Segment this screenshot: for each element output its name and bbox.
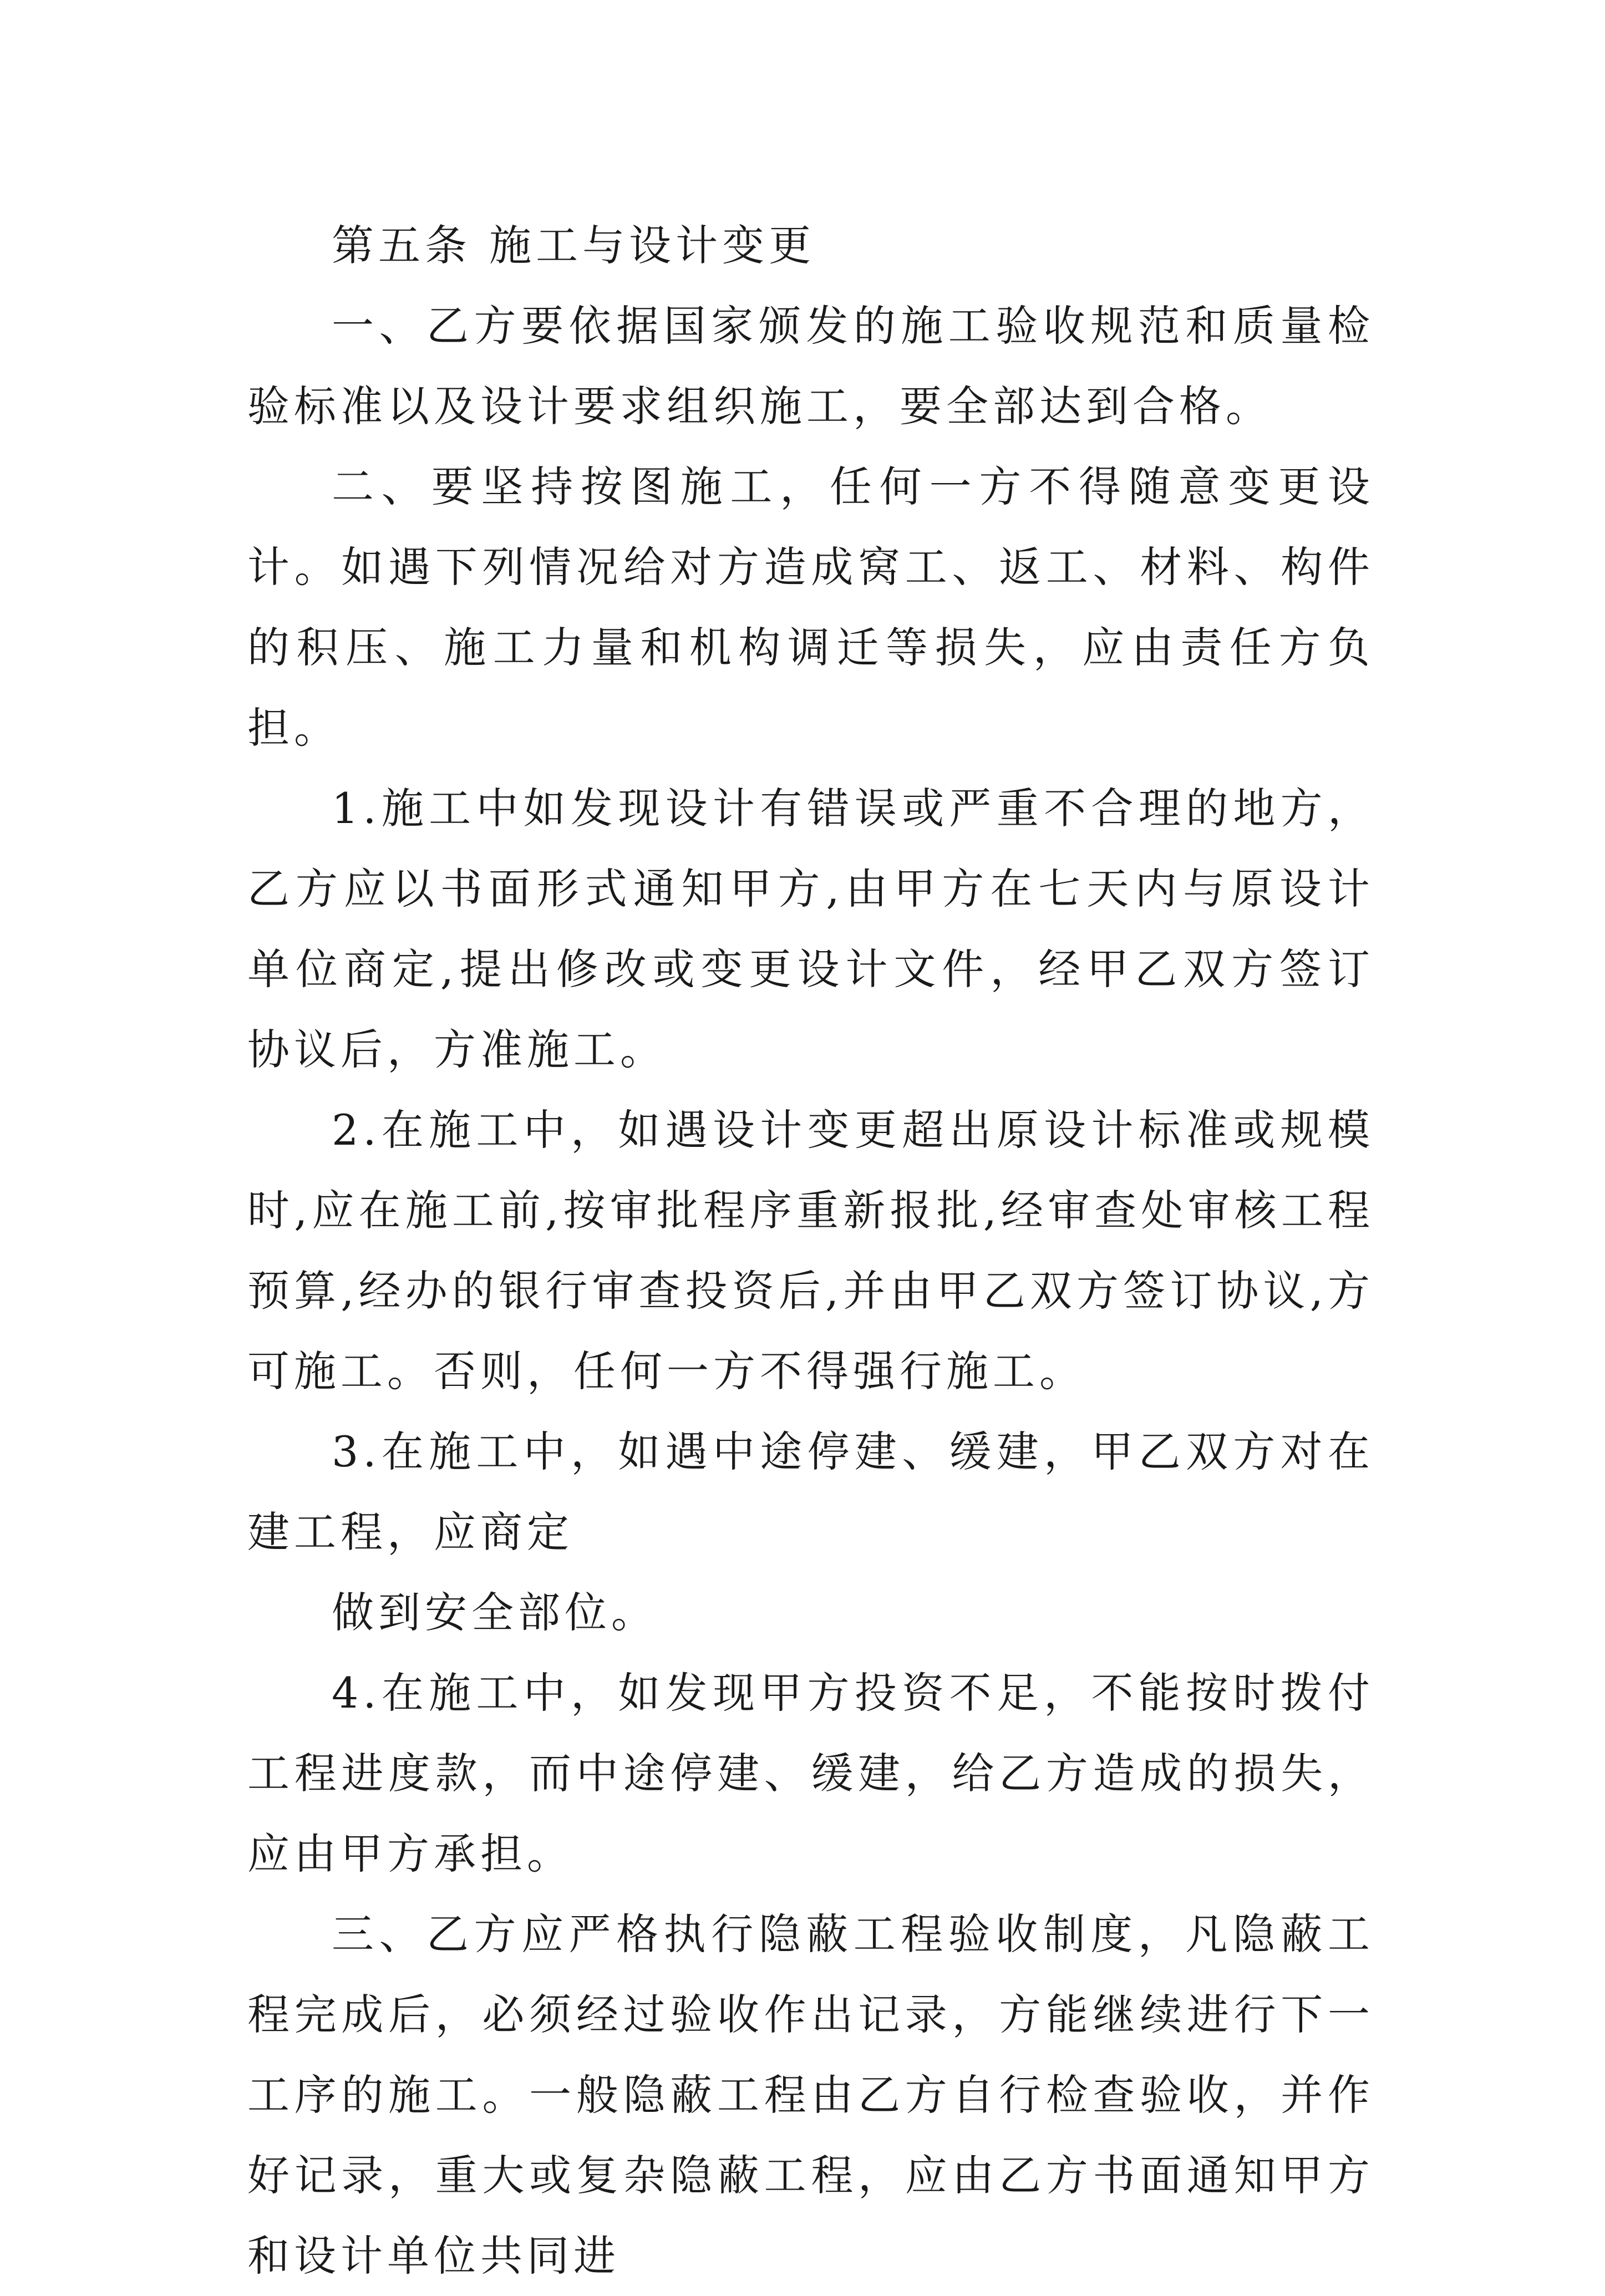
paragraph-2: 二、要坚持按图施工，任何一方不得随意变更设计。如遇下列情况给对方造成窝工、返工、材料、构件的积压、施工力量和机构调迁等损失，应由责任方负担。	[247, 462, 1374, 753]
document-body	[247, 205, 1374, 2296]
paragraph-7: 4.在施工中，如发现甲方投资不足，不能按时拨付工程进度款，而中途停建、缓建，给乙方造成的损失，应由甲方承担。	[247, 1668, 1374, 1878]
paragraph-4: 2.在施工中，如遇设计变更超出原设计标准或规模时,应在施工前,按审批程序重新报批,经审查处审核工程预算,经办的银行审查投资后,并由甲乙双方签订协议,方可施工。否则，任何一方不得强行施工。	[247, 1105, 1374, 1396]
article-heading: 第五条 施工与设计变更	[332, 221, 816, 270]
paragraph-8: 三、乙方应严格执行隐蔽工程验收制度，凡隐蔽工程完成后，必须经过验收作出记录，方能继续进行下一工序的施工。一般隐蔽工程由乙方自行检查验收，并作好记录，重大或复杂隐蔽工程，应由乙方书面通知甲方和设计单位共同进	[247, 1909, 1374, 2280]
paragraph-1: 一、乙方要依据国家颁发的施工验收规范和质量检验标准以及设计要求组织施工，要全部达到合格。	[247, 301, 1374, 431]
paragraph-5: 3.在施工中，如遇中途停建、缓建，甲乙双方对在建工程，应商定	[247, 1427, 1374, 1557]
paragraph-3: 1.施工中如发现设计有错误或严重不合理的地方，乙方应以书面形式通知甲方,由甲方在七天内与原设计单位商定,提出修改或变更设计文件，经甲乙双方签订协议后，方准施工。	[247, 784, 1374, 1074]
paragraph-6: 做到安全部位。	[332, 1588, 658, 1637]
